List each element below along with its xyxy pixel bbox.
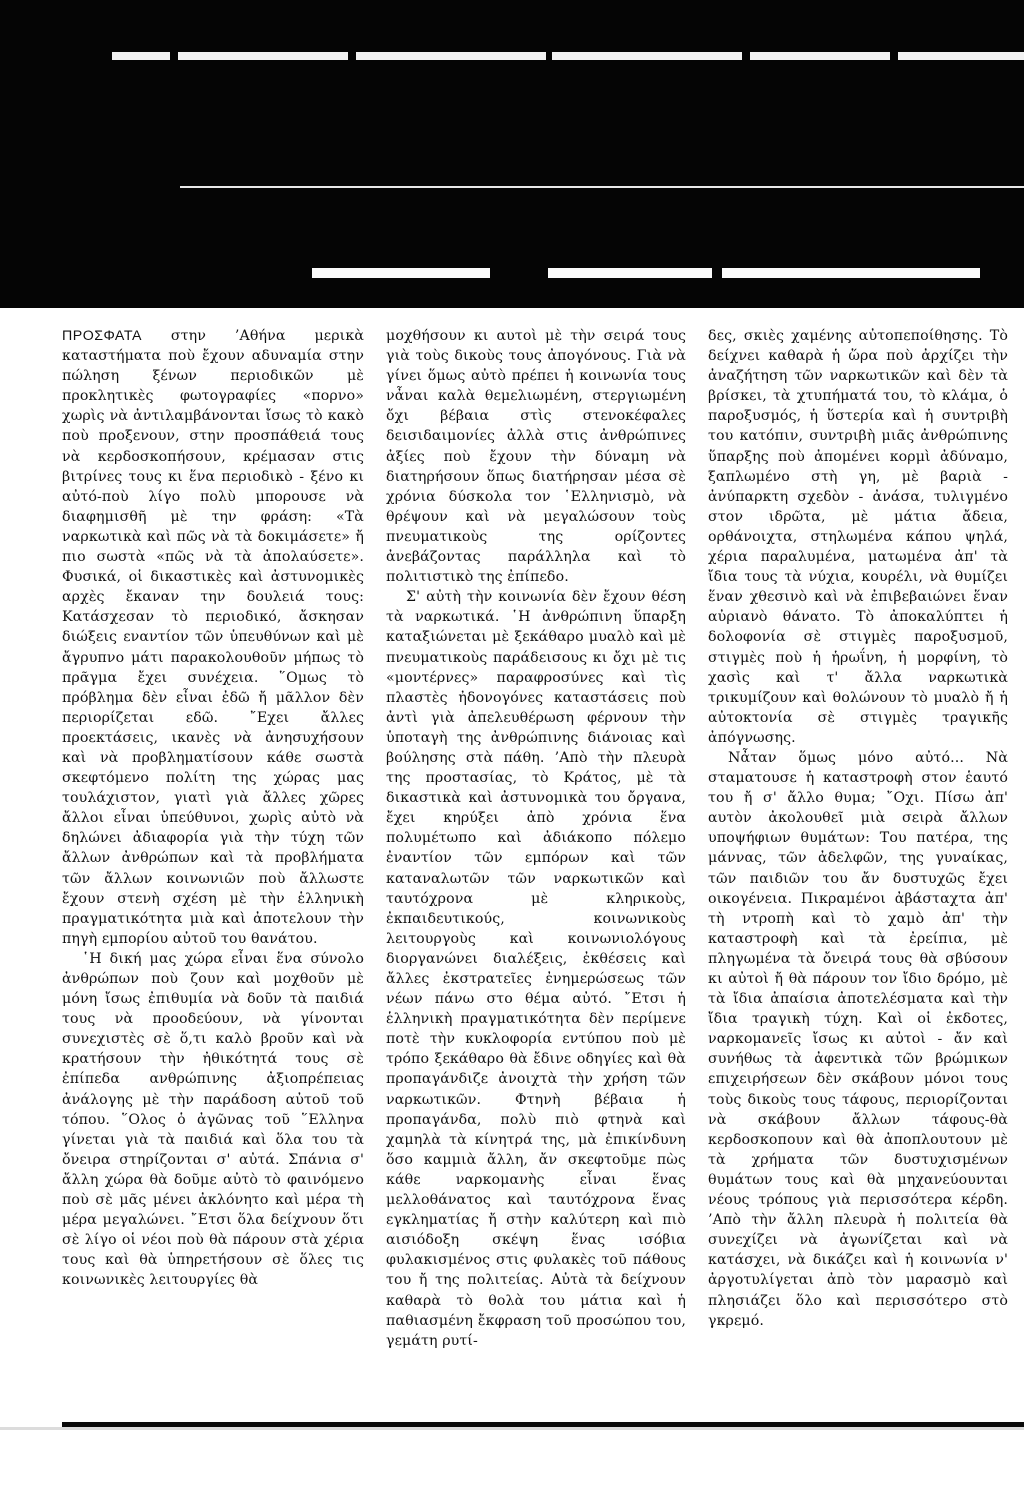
article-paragraph: δες, σκιὲς χαμένης αὐτοπεποίθησης. Τὸ δείχνει καθαρὰ ἡ ὥρα ποὺ ἀρχίζει τὴν ἀναζήτηση τῶν ναρκωτικῶν καὶ δὲν τὰ βρίσκει, τὰ χτυπήματά του, τὸ κλάμα, ὁ παροξυσμός, ἡ ὕστερία καὶ ἡ συντριβὴ του κατόπιν, συντριβὴ μιᾶς ἀνθρώπινης ὕπαρξης ποὺ ἀπομένει κορμὶ ἀδύναμο, ξαπλωμένο στὴ γη, μὲ βαριὰ - ἀνύπαρκτη σχεδὸν - ἀνάσα, τυλιγμένο στον ιδρῶτα, μὲ μάτια ἄδεια, ορθάνοιχτα, στηλωμένα κάπου ψηλά, χέρια παραλυμένα, ματωμένα ἀπ' τὰ ἴδια τους τὰ νύχια, κουρέλι, νὰ θυμίζει ἕναν χθεσινὸ καὶ νὰ ἐπιβεβαιώνει ἕναν αὐριανὸ θάνατο. Τὸ ἀποκαλύπτει ἡ δολοφονία σὲ στιγμὲς παροξυσμοῦ, στιγμὲς ποὺ ἡ ἡρωΐνη, ἡ μορφίνη, τὸ χασὶς καὶ τ' ἄλλα ναρκωτικὰ τρικυμίζουν καὶ θολώνουν τὸ μυαλὸ ἤ ἡ αὐτοκτονία σὲ στιγμὲς τραγικῆς ἀπόγνωσης.: [708, 328, 1008, 746]
header-wedge: [312, 268, 490, 278]
article-paragraph: ῾Η δική μας χώρα εἶναι ἕνα σύνολο ἀνθρώπων ποὺ ζουν καὶ μοχθοῦν μὲ μόνη ἴσως ἐπιθυμία νὰ δοῦν τὰ παιδιά τους νὰ προοδεύουν, νὰ γίνονται συνεχιστὲς σὲ ὅ,τι καλὸ βροῦν καὶ νὰ κρατήσουν τὴν ἠθικότητά τους σὲ ἐπίπεδα ανθρώπινης ἀξιοπρέπειας ἀνάλογης μὲ τὴν παράδοση αὐτοῦ τοῦ τόπου. ῞Ολος ὁ ἀγῶνας τοῦ ῞Ελληνα γίνεται γιὰ τὰ παιδιά καὶ ὅλα του τὰ ὄνειρα στηρίζονται σ' αὐτά. Σπάνια σ' ἄλλη χώρα θὰ δοῦμε αὐτὸ τὸ φαινόμενο ποὺ σὲ μᾶς μένει ἀκλόνητο καὶ μέρα τὴ μέρα μεγαλώνει. ῎Ετσι ὅλα δείχνουν ὅτι σὲ λίγο οἱ νέοι ποὺ θὰ πάρουν στὰ χέρια τους καὶ θὰ ὑπηρετήσουν σὲ ὅλες τις κοινωνικὲς λειτουργίες θὰ: [62, 950, 364, 1289]
header-wedge: [548, 268, 712, 278]
header-rule-segment: [898, 52, 1024, 60]
header-thin-rule: [180, 186, 1024, 188]
article-column-3: [708, 326, 1008, 1331]
header-rule-segment: [750, 52, 890, 60]
paragraph-text: στην ’Αθήνα μερικὰ καταστήματα ποὺ ἔχουν αδυναμία στην πώληση ξένων περιοδικῶν μὲ προκλητικὲς φωτογραφίες «πορνο» χωρὶς νὰ ἀντιλαμβάνονται ἴσως τὸ κακὸ ποὺ προξενουν, στην προσπάθειά τους νὰ κερδοσκοπήσουν, κρέμασαν στις βιτρίνες τους κι ἕνα περιοδικὸ - ξένο κι αὐτό-ποὺ λίγο πολὺ μπορουσε νὰ διαφημισθῆ μὲ την φράση: «Τὰ ναρκωτικὰ καὶ πῶς νὰ τὰ δοκιμάσετε» ἤ πιο σωστὰ «πῶς νὰ τὰ ἀπολαύσετε». Φυσικά, οἱ δικαστικὲς καὶ ἀστυνομικὲς αρχὲς ἔκαναν την δουλειά τους: Κατάσχεσαν τὸ περιοδικό, ἄσκησαν διώξεις εναντίον τῶν ὑπευθύνων καὶ μὲ ἄγρυπνο μάτι παρακολουθοῦν μήπως τὸ πρᾶγμα ἔχει συνέχεια. ῞Ομως τὸ πρόβλημα δὲν εἶναι ἐδῶ ἤ μᾶλλον δὲν περιορίζεται εδῶ. ῎Εχει ἄλλες προεκτάσεις, ικανὲς νὰ ἀνησυχήσουν καὶ νὰ προβληματίσουν κάθε σωστὰ σκεφτόμενο πολίτη της χώρας μας τουλάχιστον, γιατὶ γιὰ ἄλλες χῶρες ἄλλοι εἶναι ὑπεύθυνοι, χωρὶς αὐτὸ νὰ δηλώνει ἀδιαφορία γιὰ τὴν τύχη τῶν ἄλλων ἀνθρώπων καὶ τὰ προβλήματα τῶν ἄλλων κοινωνιῶν ποὺ ἄλλωστε ἔχουν στενὴ σχέση μὲ τὴν ἑλληνικὴ πραγματικότητα μιὰ καὶ ἀποτελουν τὴν πηγὴ εμπορίου αὐτοῦ του θανάτου.: [62, 328, 364, 947]
article-paragraph: Νἆταν ὅμως μόνο αὐτό... Νὰ σταματουσε ἡ καταστροφὴ στον ἑαυτό του ἤ σ' ἄλλο θυμα; ῎Οχι. Πίσω ἀπ' αυτὸν ἀκολουθεῖ μιὰ σειρὰ ἄλλων υποψήφιων θυμάτων: Του πατέρα, της μάννας, τῶν ἀδελφῶν, της γυναίκας, τῶν παιδιῶν του ἄν δυστυχῶς ἔχει οικογένεια. Πικραμένοι ἀβάσταχτα ἀπ' τὴ ντροπὴ καὶ τὸ χαμὸ ἀπ' τὴν καταστροφὴ καὶ τὰ ἐρείπια, μὲ πληγωμένα τὰ ὄνειρά τους θὰ σβύσουν κι αὐτοὶ ἤ θὰ πάρουν τον ἴδιο δρόμο, μὲ τὰ ἴδια ἀπαίσια ἀποτελέσματα καὶ τὴν ἴδια τραγικὴ τύχη. Καὶ οἱ ἐκδοτες, ναρκομανεῖς ἴσως κι αὐτοὶ - ἄν καὶ συνήθως τὰ ἀφεντικὰ τῶν βρώμικων επιχειρήσεων δὲν σκάβουν μόνοι τους τοὺς δικοὺς τους τάφους, περιορίζονται νὰ σκάβουν ἄλλων τάφους-θὰ κερδοσκοπουν καὶ θὰ ἀποπλουτουν μὲ τὰ χρήματα τῶν δυστυχισμένων θυμάτων τους καὶ θὰ μηχανεύουνται νέους τρόπους γιὰ περισσότερα κέρδη. ’Απὸ τὴν ἄλλη πλευρὰ ἡ πολιτεία θὰ συνεχίζει νὰ ἀγωνίζεται καὶ νὰ κατάσχει, νὰ δικάζει καὶ ἡ κοινωνία ν' ἀργοτυλίγεται ἀπὸ τὸν μαρασμὸ καὶ πλησιάζει ὅλο καὶ περισσότερο στὸ γκρεμό.: [708, 749, 1008, 1329]
article-column-2: [386, 326, 686, 1351]
footer-rule-shadow: [0, 1427, 1024, 1430]
header-wedge: [722, 268, 980, 278]
header-rule-segment: [178, 52, 348, 60]
article-paragraph: Σ' αὐτὴ τὴν κοινωνία δὲν ἔχουν θέση τὰ ναρκωτικά. ῾Η ἀνθρώπινη ὕπαρξη καταξιώνεται μὲ ξεκάθαρο μυαλὸ καὶ μὲ πνευματικοὺς παράδεισους κι ὄχι μὲ τις «μοντέρνες» παραφροσύνες καὶ τὶς πλαστὲς ἠδονογόνες καταστάσεις ποὺ ἀντὶ γιὰ ἀπελευθέρωση φέρνουν τὴν ὑποταγὴ της ἀνθρώπινης διάνοιας καὶ βούλησης στὰ πάθη. ’Απὸ τὴν πλευρὰ της προστασίας, τὸ Κράτος, μὲ τὰ δικαστικὰ καὶ ἀστυνομικὰ του ὄργανα, ἔχει κηρύξει ἀπὸ χρόνια ἕνα πολυμέτωπο καὶ ἀδιάκοπο πόλεμο ἐναντίον τῶν εμπόρων καὶ τῶν καταναλωτῶν τῶν ναρκωτικῶν καὶ ταυτόχρονα μὲ κληρικοὺς, ἐκπαιδευτικούς, κοινωνικοὺς λειτουργοὺς καὶ κοινωνιολόγους διοργανώνει διαλέξεις, ἐκθέσεις καὶ ἄλλες ἐκστρατεῖες ἐνημερώσεως τῶν νέων πάνω στο θέμα αὐτό. ῎Ετσι ἡ ἑλληνικὴ πραγματικότητα δὲν περίμενε ποτὲ τὴν κυκλοφορία εντύπου ποὺ μὲ τρόπο ξεκάθαρο θὰ ἔδινε οδηγίες καὶ θὰ προπαγάνδιζε ἀνοιχτὰ τὴν χρήση τῶν ναρκωτικῶν. Φτηνὴ βέβαια ἡ προπαγάνδα, πολὺ πιὸ φτηνὰ καὶ χαμηλὰ τὰ κίνητρά της, μὰ ἐπικίνδυνη ὅσο καμμιὰ ἄλλη, ἄν σκεφτοῦμε πὼς κάθε ναρκομανὴς εἶναι ἕνας μελλοθάνατος καὶ ταυτόχρονα ἕνας εγκληματίας ἤ στὴν καλύτερη καὶ πιὸ αισιόδοξη σκέψη ἕνας ισόβια φυλακισμένος στις φυλακὲς τοῦ πάθους του ἤ της πολιτείας. Αὐτὰ τὰ δείχνουν καθαρὰ τὸ θολὰ του μάτια καὶ ἡ παθιασμένη ἔκφραση τοῦ προσώπου του, γεμάτη ρυτί-: [386, 589, 686, 1349]
lead-word: ΠΡΟΣΦΑΤΑ: [62, 328, 142, 344]
header-rule-segment: [552, 52, 742, 60]
article-column-1: [62, 326, 364, 1291]
header-rule-segment: [356, 52, 546, 60]
article-paragraph: [62, 326, 364, 949]
article-paragraph: μοχθήσουν κι αυτοὶ μὲ τὴν σειρά τους γιὰ τοὺς δικοὺς τους ἀπογόνους. Γιὰ νὰ γίνει ὅμως αὐτὸ πρέπει ἡ κοινωνία τους νἆναι καλὰ θεμελιωμένη, στεργιωμένη ὄχι βέβαια στὶς στενοκέφαλες δεισιδαιμονίες ἀλλὰ στις ἀνθρώπινες ἀξίες ποὺ ἔχουν τὴν δύναμη νὰ διατηρήσουν ὅπως διατήρησαν μέσα σὲ χρόνια δύσκολα τον ῾Ελληνισμὸ, νὰ θρέψουν καὶ νὰ μεγαλώσουν τοὺς πνευματικοὺς της ορίζοντες ἀνεβάζοντας παράλληλα καὶ τὸ πολιτιστικὸ της ἐπίπεδο.: [386, 328, 686, 586]
header-photo-band: [0, 0, 1024, 308]
header-rule-segment: [112, 52, 170, 60]
